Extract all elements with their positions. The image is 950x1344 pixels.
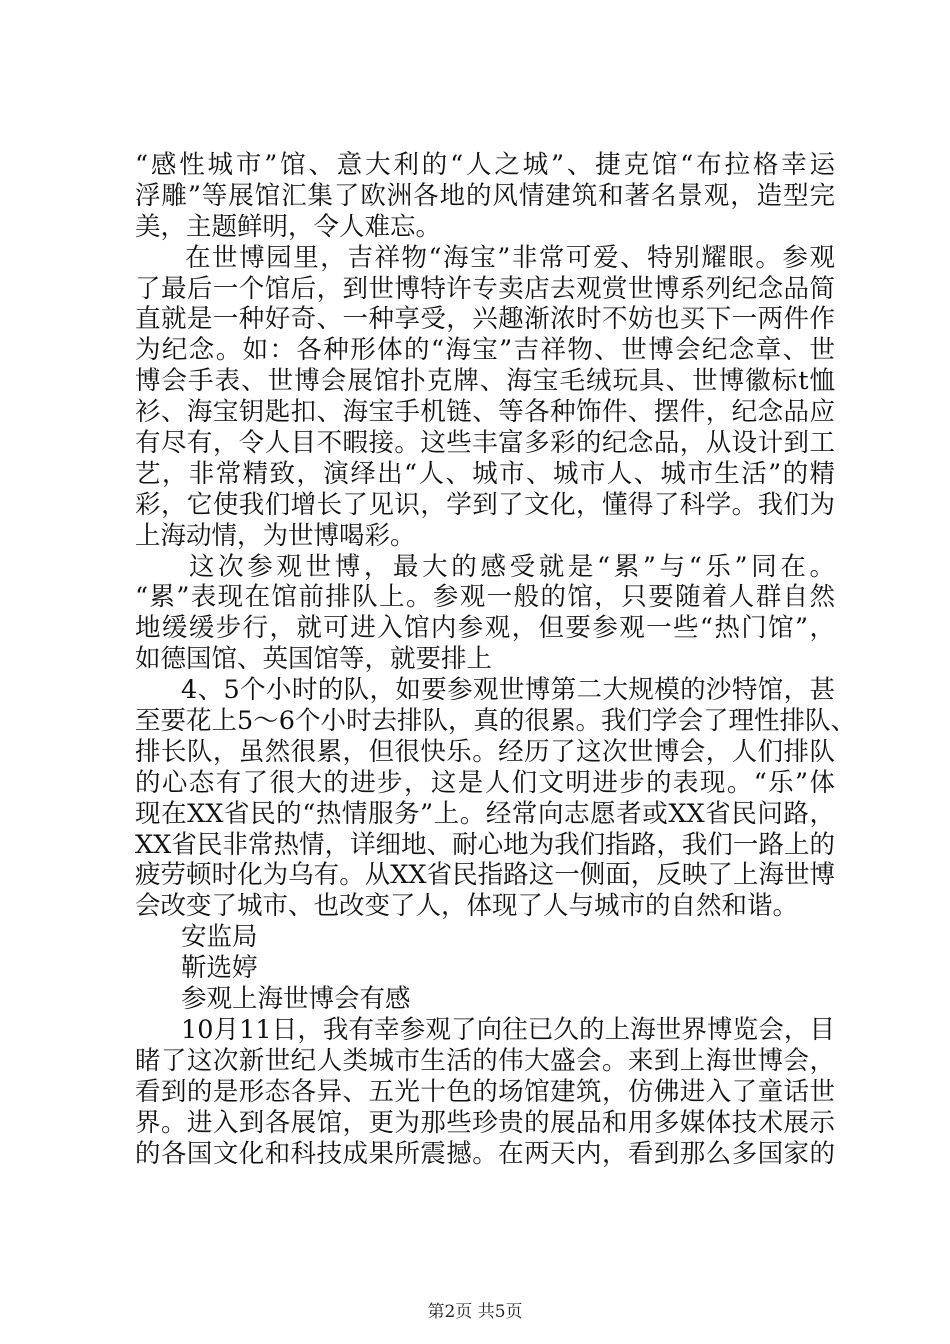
text-line: 为纪念。如：各种形体的“海宝”吉祥物、世博会纪念章、世 (135, 335, 835, 366)
text-line: 博会手表、世博会展馆扑克牌、海宝毛绒玩具、世博徽标t恤 (135, 366, 835, 397)
text-line: 有尽有，令人目不暇接。这些丰富多彩的纪念品，从设计到工 (135, 428, 835, 459)
text-line: 疲劳顿时化为乌有。从XX省民指路这一侧面，反映了上海世博 (135, 860, 835, 891)
text-line: “感性城市”馆、意大利的“人之城”、捷克馆“布拉格幸运 (135, 150, 835, 180)
text-line: 的各国文化和科技成果所震撼。在两天内，看到那么多国家的 (135, 1138, 835, 1169)
text-line: 直就是一种好奇、一种享受，兴趣渐浓时不妨也买下一两件作 (135, 304, 835, 335)
paragraph-start-line: 这次参观世博，最大的感受就是“累”与“乐”同在。 (189, 551, 835, 582)
text-line: XX省民非常热情，详细地、耐心地为我们指路，我们一路上的 (135, 829, 835, 860)
text-line: 浮雕”等展馆汇集了欧洲各地的风情建筑和著名景观，造型完 (135, 180, 835, 211)
text-line: 看到的是形态各异、五光十色的场馆建筑，仿佛进入了童话世 (135, 1076, 835, 1107)
text-line: 睹了这次新世纪人类城市生活的伟大盛会。来到上海世博会， (135, 1045, 835, 1076)
text-line: 艺，非常精致，演绎出“人、城市、城市人、城市生活”的精 (135, 458, 835, 489)
text-line: 上海动情，为世博喝彩。 (135, 520, 416, 551)
text-line: 的心态有了很大的进步，这是人们文明进步的表现。“乐”体 (135, 767, 835, 798)
text-line: 现在XX省民的“热情服务”上。经常向志愿者或XX省民问路， (135, 798, 835, 829)
paragraph-start-line: 4、5个小时的队，如要参观世博第二大规模的沙特馆，甚 (181, 675, 835, 706)
text-line: “累”表现在馆前排队上。参观一般的馆，只要随着人群自然 (135, 582, 835, 613)
paragraph-start-line: 10月11日，我有幸参观了向往已久的上海世界博览会，目 (181, 1014, 835, 1045)
text-line: 如德国馆、英国馆等，就要排上 (135, 644, 493, 675)
paragraph-start-line: 在世博园里，吉祥物“海宝”非常可爱、特别耀眼。参观 (185, 242, 835, 273)
text-line: 了最后一个馆后，到世博特许专卖店去观赏世博系列纪念品简 (135, 273, 835, 304)
text-line: 地缓缓步行，就可进入馆内参观，但要参观一些“热门馆”， (135, 613, 835, 644)
text-line: 彩，它使我们增长了见识，学到了文化，懂得了科学。我们为 (135, 489, 835, 520)
author-name: 靳选婷 (181, 953, 258, 984)
author-organization: 安监局 (181, 922, 258, 953)
page-number-footer: 第2页 共5页 (427, 1302, 523, 1322)
text-line: 界。进入到各展馆，更为那些珍贵的展品和用多媒体技术展示 (135, 1107, 835, 1138)
text-line: 美，主题鲜明，令人难忘。 (135, 211, 442, 242)
document-body (135, 150, 856, 1169)
text-line: 衫、海宝钥匙扣、海宝手机链、等各种饰件、摆件，纪念品应 (135, 397, 835, 428)
section-title: 参观上海世博会有感 (181, 984, 411, 1015)
text-line: 会改变了城市、也改变了人，体现了人与城市的自然和谐。 (135, 891, 799, 922)
text-line: 至要花上5～6个小时去排队，真的很累。我们学会了理性排队、 (135, 706, 856, 737)
text-line: 排长队，虽然很累，但很快乐。经历了这次世博会，人们排队 (135, 736, 835, 767)
